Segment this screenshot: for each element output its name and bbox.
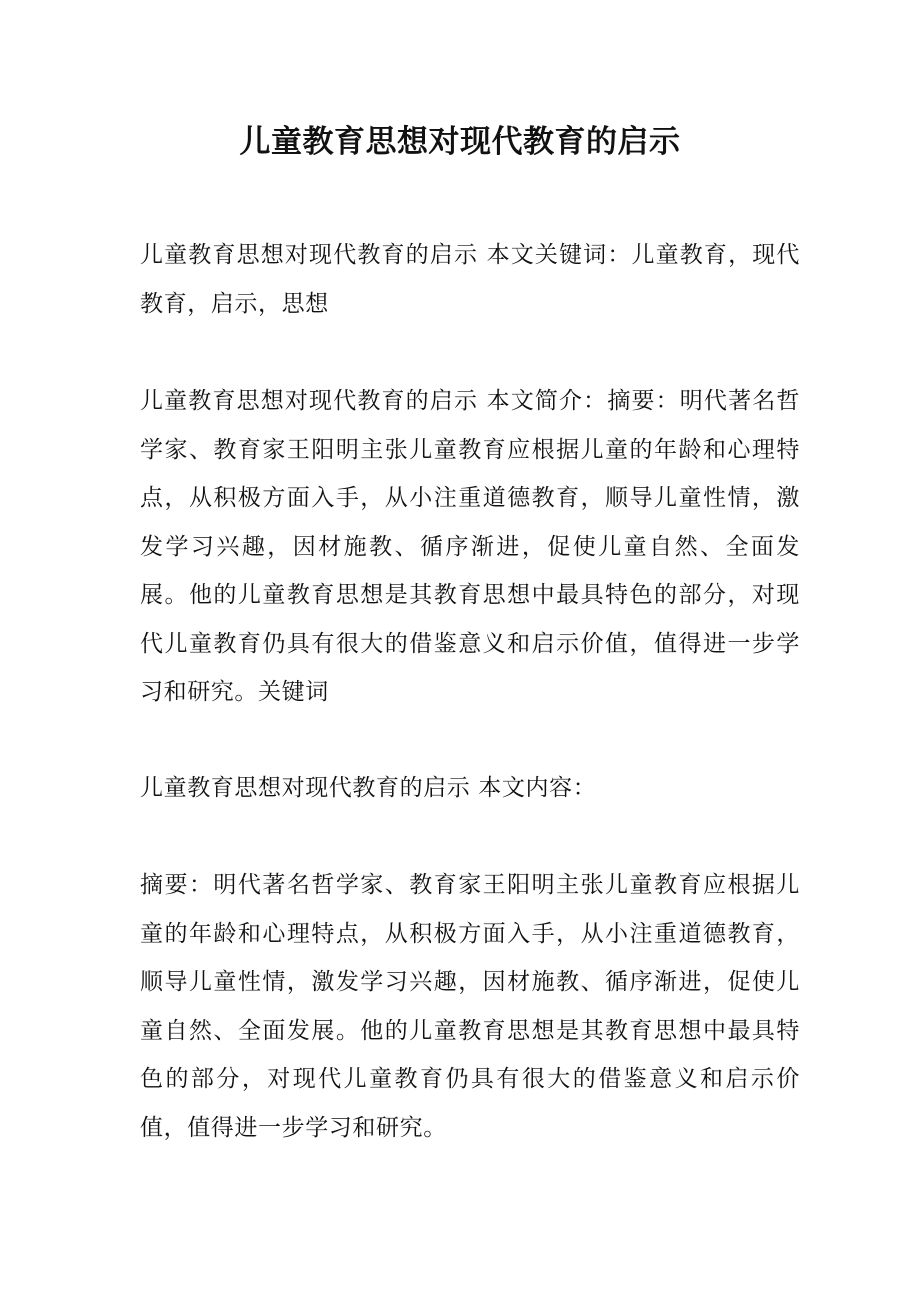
- page-title: 儿童教育思想对现代教育的启示: [239, 124, 681, 160]
- summary-paragraph: 儿童教育思想对现代教育的启示 本文简介：摘要：明代著名哲学家、教育家王阳明主张儿童教育应根据儿童的年龄和心理特点，从积极方面入手，从小注重道德教育，顺导儿童性情，激发学习兴趣，因材施教、循序渐进，促使儿童自然、全面发展。他的儿童教育思想是其教育思想中最具特色的部分，对现代儿童教育仍具有很大的借鉴意义和启示价值，值得进一步学习和研究。关键词: [140, 388, 800, 705]
- abstract-paragraph: 摘要：明代著名哲学家、教育家王阳明主张儿童教育应根据儿童的年龄和心理特点，从积极方面入手，从小注重道德教育，顺导儿童性情，激发学习兴趣，因材施教、循序渐进，促使儿童自然、全面发展。他的儿童教育思想是其教育思想中最具特色的部分，对现代儿童教育仍具有很大的借鉴意义和启示价值，值得进一步学习和研究。: [140, 872, 800, 1141]
- keywords-paragraph: 儿童教育思想对现代教育的启示 本文关键词：儿童教育，现代教育，启示，思想: [140, 242, 800, 317]
- content-heading-paragraph: 儿童教育思想对现代教育的启示 本文内容：: [140, 775, 597, 801]
